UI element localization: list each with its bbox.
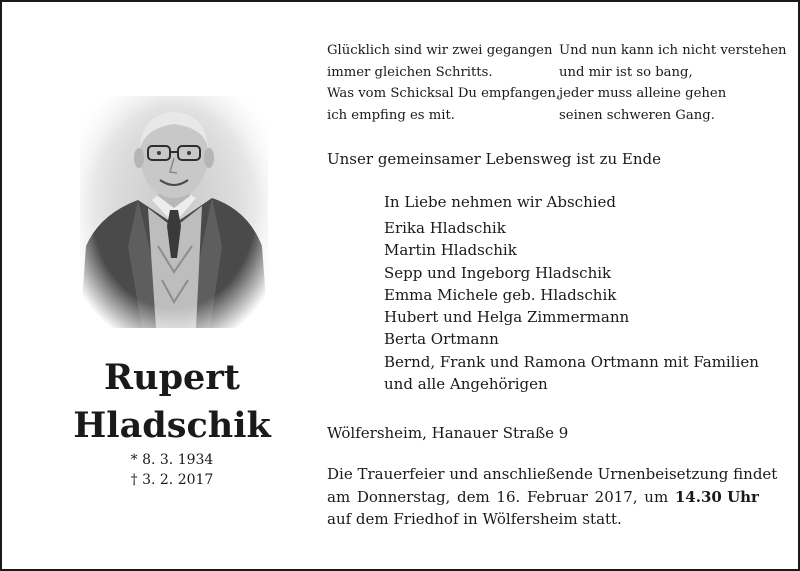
mourner-name: Sepp und Ingeborg Hladschik [384, 263, 612, 282]
poem-right-stanza [559, 40, 787, 126]
deceased-first-name: Rupert [104, 357, 240, 398]
funeral-line-1: Die Trauerfeier und anschließende Urnenbeisetzung findet [327, 465, 778, 483]
mourner-name: Hubert und Helga Zimmermann [384, 308, 630, 327]
funeral-line-3: auf dem Friedhof in Wölfersheim statt. [327, 510, 622, 528]
funeral-word: Donnerstag, [356, 487, 451, 506]
funeral-word: am [327, 487, 351, 506]
funeral-line-2 [327, 486, 759, 509]
family-address: Wölfersheim, Hanauer Straße 9 [327, 424, 569, 442]
mourner-name: Bernd, Frank und Ramona Ortmann mit Familien [384, 352, 759, 371]
poem-line: jeder muss alleine gehen [559, 86, 727, 101]
poem-line: ich empfing es mit. [327, 107, 455, 123]
poem-line: Was vom Schicksal Du empfangen, [327, 86, 561, 101]
mourner-name: Berta Ortmann [384, 330, 499, 349]
mourner-name: und alle Angehörigen [384, 375, 548, 394]
funeral-word: Februar [526, 487, 588, 506]
mourners-list [384, 217, 759, 395]
birth-date: * 8. 3. 1934 [130, 452, 214, 468]
portrait-photo [80, 96, 268, 328]
funeral-word: 16. [496, 487, 521, 506]
funeral-word: dem [457, 487, 490, 506]
deceased-last-name: Hladschik [73, 405, 271, 446]
abschied-statement: In Liebe nehmen wir Abschied [384, 193, 617, 211]
poem-line: und mir ist so bang, [559, 64, 693, 80]
mourner-name: Martin Hladschik [384, 241, 517, 260]
poem-line: Und nun kann ich nicht verstehen [559, 43, 787, 58]
poem-line: seinen schweren Gang. [559, 107, 715, 123]
portrait-illustration [80, 96, 268, 328]
poem-line: Glücklich sind wir zwei gegangen [327, 43, 553, 58]
death-date: † 3. 2. 2017 [130, 472, 214, 488]
funeral-word: um [644, 487, 669, 506]
mourner-name: Erika Hladschik [384, 219, 506, 237]
funeral-word: 2017, [594, 487, 638, 506]
funeral-announcement [327, 463, 778, 531]
funeral-time: 14.30 Uhr [674, 487, 759, 506]
poem-left-stanza [327, 40, 560, 126]
lebensweg-statement: Unser gemeinsamer Lebensweg ist zu Ende [327, 150, 662, 168]
poem-line: immer gleichen Schritts. [327, 64, 493, 80]
mourner-name: Emma Michele geb. Hladschik [384, 285, 617, 304]
